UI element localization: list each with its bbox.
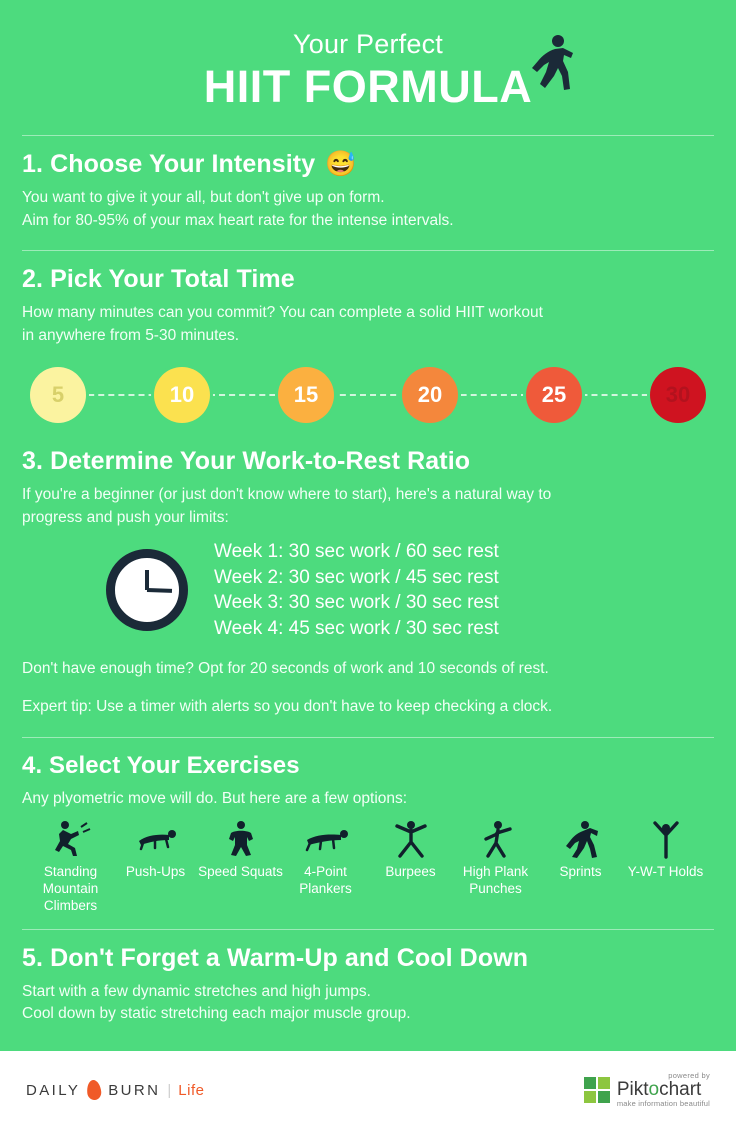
timeline-node-25-label: 25 [541,382,567,408]
exercise-sprints[interactable] [538,818,623,881]
exercise-standing-mountain-climbers[interactable] [28,818,113,915]
piktochart-logo[interactable] [584,1072,710,1108]
section-2-line-1: How many minutes can you commit? You can complete a solid HIIT workout [22,304,543,322]
piktochart-square-3 [584,1091,596,1103]
timeline-rail [58,394,678,396]
exercise-label: Sprints [559,863,602,879]
exercise-label: Y-W-T Holds [627,863,704,879]
exercise-label: Burpees [385,863,436,879]
section-5-line-1: Start with a few dynamic stretches and high jumps. [22,982,371,1000]
piktochart-square-4 [598,1091,610,1103]
timeline-node-30[interactable] [650,367,706,423]
exercise-label: Push-Ups [125,863,186,879]
timeline-node-10[interactable] [154,367,210,423]
burpees-icon [368,818,453,860]
exercise-label: Standing Mountain Climbers [42,863,99,913]
section-1-heading [22,150,714,179]
piktochart-tagline: make information beautiful [616,1098,710,1108]
timeline-node-30-label: 30 [665,382,691,408]
timeline-node-5-label: 5 [51,382,65,408]
exercise-label: Speed Squats [198,863,283,879]
exercise-push-ups[interactable] [113,818,198,881]
running-person-icon [528,34,574,96]
page-title: HIIT FORMULA [203,60,533,112]
header [0,0,736,119]
piktochart-name-part1: Pikt [616,1079,649,1101]
timeline-node-15-label: 15 [293,382,319,408]
section-1-line-2: Aim for 80-95% of your max heart rate for the intense intervals. [22,211,454,229]
dailyburn-life-text: Life [178,1081,205,1099]
piktochart-text [617,1072,710,1108]
clock-minute-hand [147,588,172,593]
section-5-line-2: Cool down by static stretching each major muscle group. [22,1005,411,1023]
section-2-line-2: in anywhere from 5-30 minutes. [22,326,240,344]
section-3-heading [22,447,714,476]
section-warmup-cooldown [0,930,736,1026]
dailyburn-separator: | [167,1081,172,1099]
section-3-line-1: If you're a beginner (or just don't know where to start), here's a natural way to [22,486,552,504]
section-5-heading [22,944,714,973]
footer [0,1051,736,1129]
section-4-title: 4. Select Your Exercises [22,751,300,779]
timeline-node-25[interactable] [526,367,582,423]
section-5-title: 5. Don't Forget a Warm-Up and Cool Down [22,943,529,972]
high-plank-punches-icon [453,818,538,860]
timeline-node-20-label: 20 [417,382,443,408]
piktochart-name-part2: chart [659,1079,702,1101]
exercise-y-w-t-holds[interactable] [623,818,708,881]
dailyburn-logo[interactable] [26,1080,204,1100]
exercise-label: 4-Point Plankers [299,863,352,896]
week-item-2: Week 2: 30 sec work / 45 sec rest [214,566,499,588]
exercise-4-point-plankers[interactable] [283,818,368,898]
section-3-line-2: progress and push your limits: [22,508,229,526]
section-exercises [0,738,736,915]
standing-mountain-climbers-icon [28,818,113,860]
section-total-time [0,251,736,433]
section-2-heading [22,265,714,294]
piktochart-square-2 [598,1077,610,1089]
y-w-t-holds-icon [623,818,708,860]
time-timeline [30,357,706,433]
piktochart-powered-by: powered by [668,1071,710,1081]
section-work-rest-ratio [0,433,736,718]
push-ups-icon [113,818,198,860]
weeks-list [214,539,499,642]
section-3-title: 3. Determine Your Work-to-Rest Ratio [22,447,471,476]
exercise-list [22,818,714,915]
timeline-node-10-label: 10 [169,382,195,408]
section-1-line-1: You want to give it your all, but don't give up on form. [22,189,385,207]
exercise-burpees[interactable] [368,818,453,881]
dailyburn-burn-text: BURN [108,1081,161,1099]
section-3-note-1: Don't have enough time? Opt for 20 seconds of work and 10 seconds of rest. [22,659,549,677]
week-item-4: Week 4: 45 sec work / 30 sec rest [214,617,499,639]
section-4-line-1: Any plyometric move will do. But here are a few options: [22,789,408,807]
weeks-row [106,539,714,642]
clock-icon [106,549,188,631]
piktochart-name [617,1080,710,1100]
flame-icon [86,1079,102,1100]
header-title-wrap [204,62,532,112]
piktochart-square-1 [584,1077,596,1089]
timeline-node-5[interactable] [30,367,86,423]
section-intensity [0,136,736,232]
section-3-note-2: Expert tip: Use a timer with alerts so you don't have to keep checking a clock. [22,698,553,716]
section-4-heading [22,752,714,780]
speed-squats-icon [198,818,283,860]
week-item-3: Week 3: 30 sec work / 30 sec rest [214,592,499,614]
exercise-high-plank-punches[interactable] [453,818,538,898]
grinning-sweat-emoji-icon: 😅 [325,150,357,179]
header-pretitle: Your Perfect [293,29,443,59]
section-2-title: 2. Pick Your Total Time [22,265,295,294]
4-point-plankers-icon [283,818,368,860]
piktochart-name-o: o [648,1079,660,1101]
dailyburn-daily-text: DAILY [26,1081,81,1099]
exercise-label: High Plank Punches [462,863,529,896]
timeline-node-15[interactable] [278,367,334,423]
timeline-node-20[interactable] [402,367,458,423]
section-1-title: 1. Choose Your Intensity [22,150,316,179]
sprints-icon [538,818,623,860]
week-item-1: Week 1: 30 sec work / 60 sec rest [214,541,499,562]
exercise-speed-squats[interactable] [198,818,283,881]
piktochart-mark-icon [584,1077,610,1103]
